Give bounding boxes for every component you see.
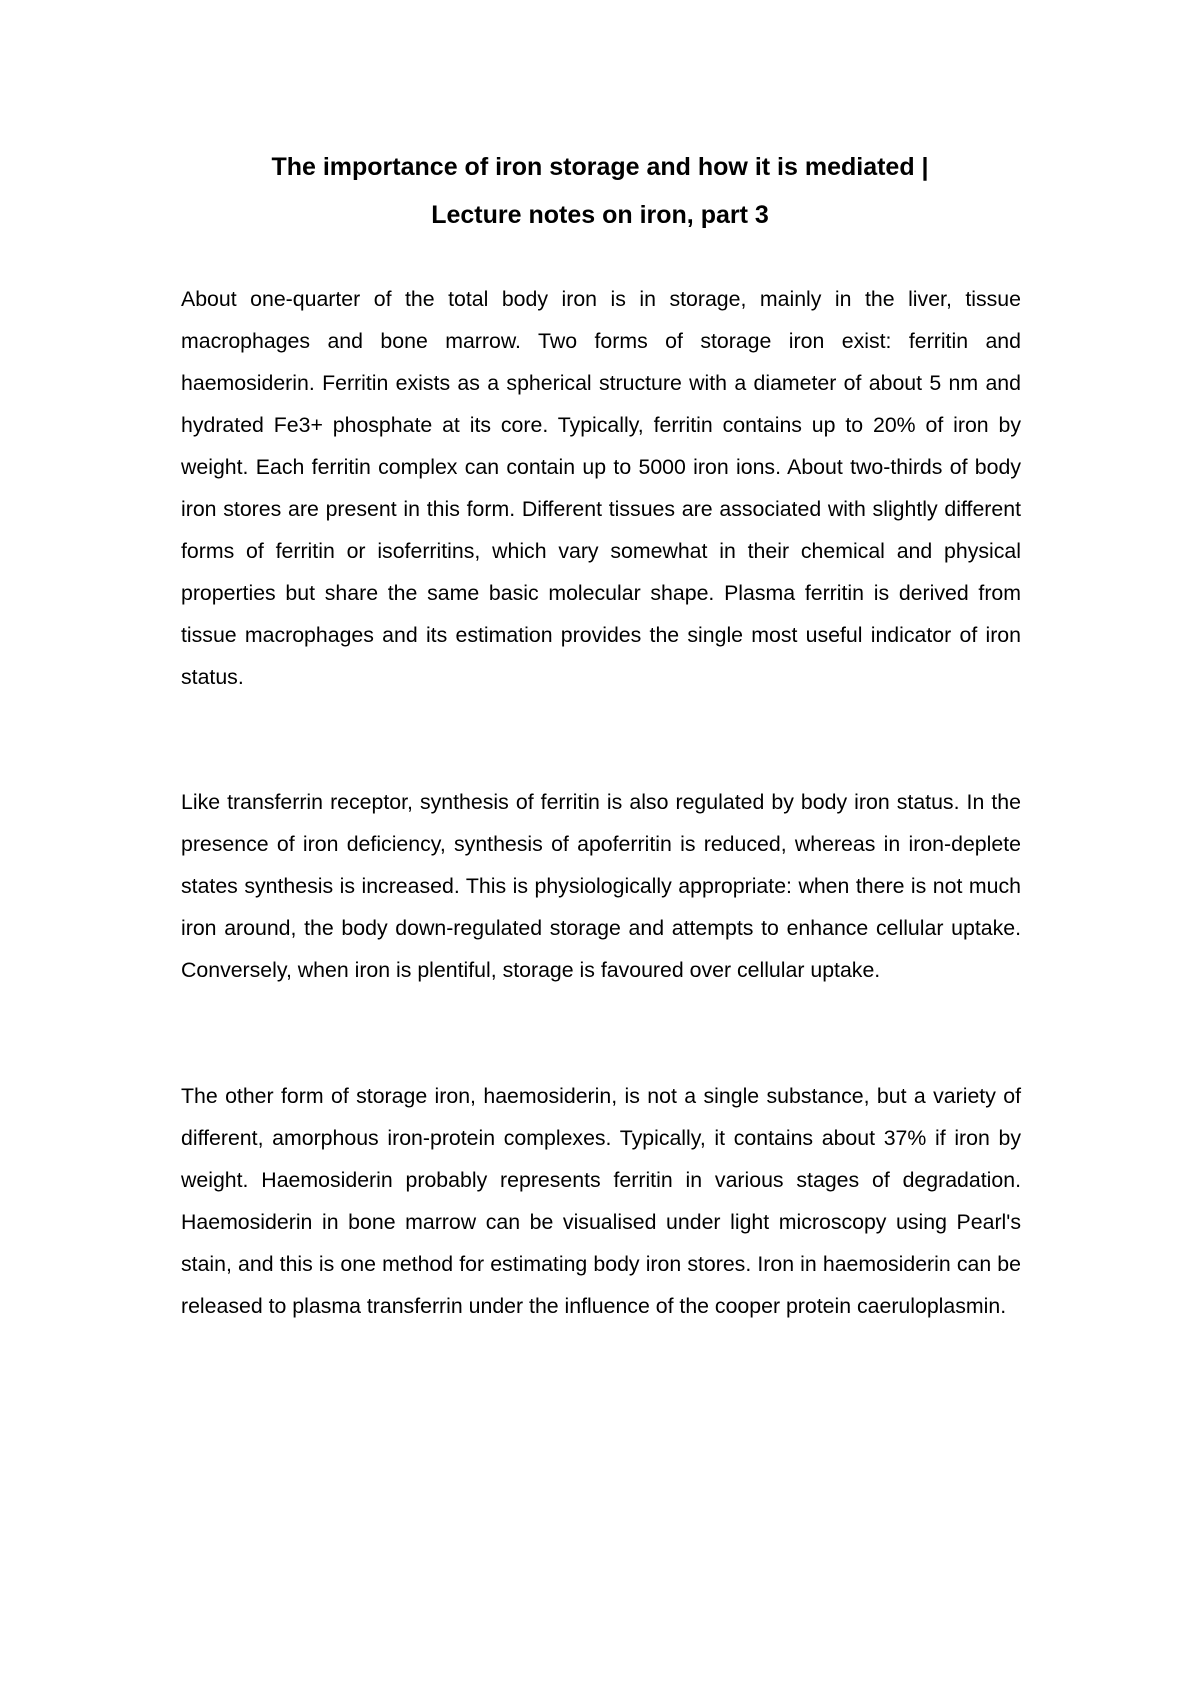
paragraph-ferritin-regulation: Like transferrin receptor, synthesis of ferritin is also regulated by body iron status. In the presence of iron deficiency, synthesis of apoferritin is reduced, whereas in iron-deplete states synthesis is increased. This is physiologically appropriate: when there is not much iron around, the body down-regulated storage and attempts to enhance cellular uptake. Conversely, when iron is plentiful, storage is favoured over cellular uptake. [181, 790, 1021, 982]
paragraph-haemosiderin: The other form of storage iron, haemosiderin, is not a single substance, but a variety of different, amorphous iron-protein complexes. Typically, it contains about 37% if iron by weight. Haemosiderin probably represents ferritin in various stages of degradation. Haemosiderin in bone marrow can be visualised under light microscopy using Pearl's stain, and this is one method for estimating body iron stores. Iron in haemosiderin can be released to plasma transferrin under the influence of the cooper protein caeruloplasmin. [181, 1084, 1021, 1318]
page-title [180, 143, 1020, 239]
paragraph-ferritin-storage: About one-quarter of the total body iron is in storage, mainly in the liver, tissue macrophages and bone marrow. Two forms of storage iron exist: ferritin and haemosiderin. Ferritin exists as a spherical structure with a diameter of about 5 nm and hydrated Fe3+ phosphate at its core. Typically, ferritin contains up to 20% of iron by weight. Each ferritin complex can contain up to 5000 iron ions. About two-thirds of body iron stores are present in this form. Different tissues are associated with slightly different forms of ferritin or isoferritins, which vary somewhat in their chemical and physical properties but share the same basic molecular shape. Plasma ferritin is derived from tissue macrophages and its estimation provides the single most useful indicator of iron status. [181, 287, 1021, 689]
title-line-1: The importance of iron storage and how it is mediated | [271, 153, 929, 181]
title-line-2: Lecture notes on iron, part 3 [431, 201, 769, 229]
